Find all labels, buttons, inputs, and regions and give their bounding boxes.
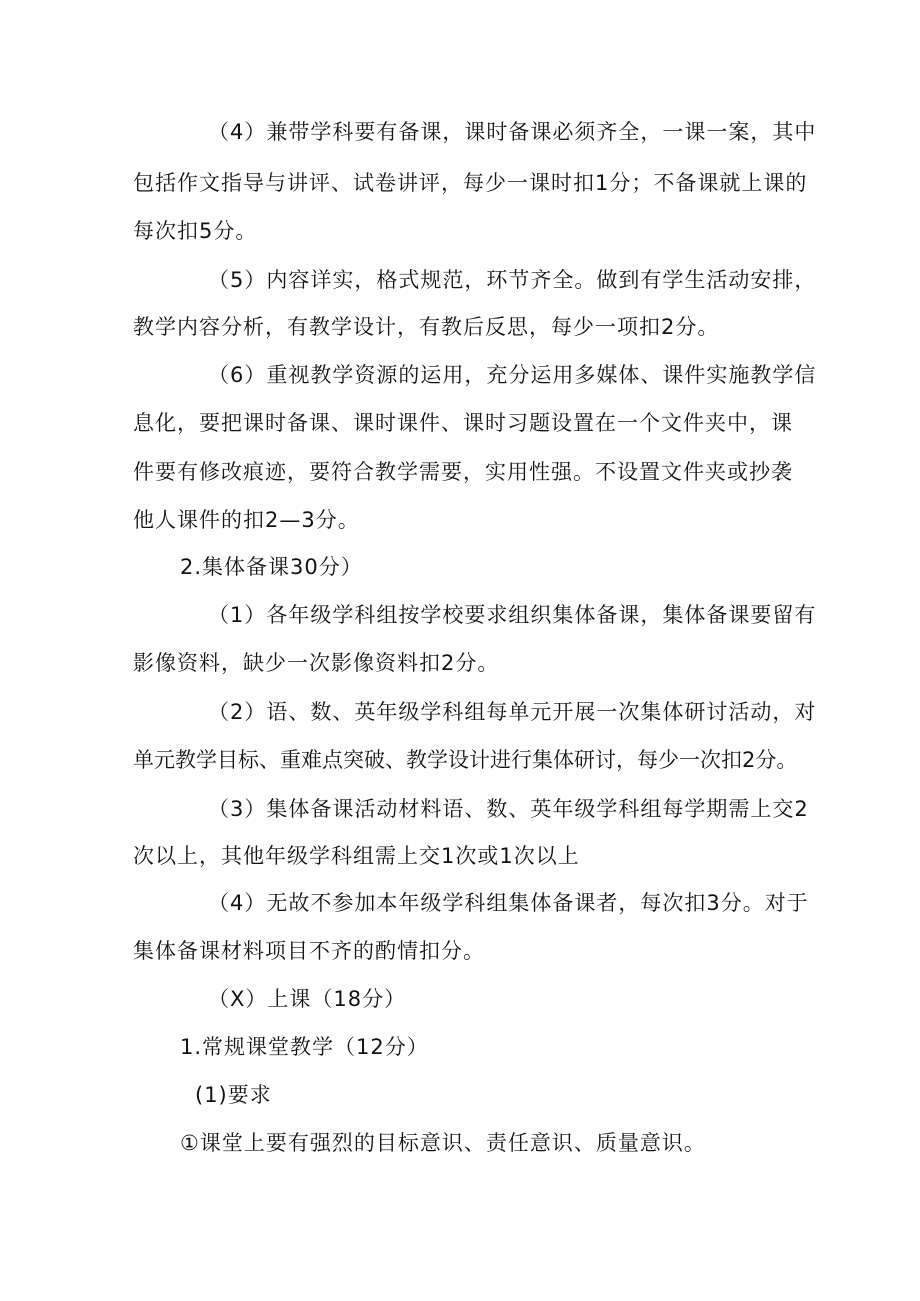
text-line-3: 每次扣5分。 [133,219,258,243]
text-line-9: 他人课件的扣2—3分。 [133,508,360,532]
text-line-8: 件要有修改痕迹，要符合教学需要，实用性强。不设置文件夹或抄袭 [133,460,793,484]
text-line-14: 单元教学目标、重难点突破、教学设计进行集体研讨，每少一次扣2分。 [133,748,798,772]
text-line-16: 次以上，其他年级学科组需上交1次或1次以上 [133,844,580,868]
text-line-17: （4）无故不参加本年级学科组集体备课者，每次扣3分。对于 [208,891,809,915]
text-line-21: (1)要求 [195,1083,272,1107]
text-line-22: ①课堂上要有强烈的目标意识、责任意识、质量意识。 [180,1131,706,1155]
text-line-1: （4）兼带学科要有备课，课时备课必须齐全，一课一案，其中 [208,120,817,144]
text-line-19: （X）上课（18分） [208,987,407,1011]
text-line-2: 包括作文指导与讲评、试卷讲评，每少一课时扣1分；不备课就上课的 [133,171,808,195]
text-line-4: （5）内容详实，格式规范，环节齐全。做到有学生活动安排， [208,268,817,292]
text-line-13: （2）语、数、英年级学科组每单元开展一次集体研讨活动，对 [208,700,817,724]
text-line-18: 集体备课材料项目不齐的酌情扣分。 [133,939,485,963]
text-line-6: （6）重视教学资源的运用，充分运用多媒体、课件实施教学信 [208,363,817,387]
text-line-15: （3）集体备课活动材料语、数、英年级学科组每学期需上交2 [208,797,809,821]
text-line-20: 1.常规课堂教学（12分） [180,1035,429,1059]
text-line-11: （1）各年级学科组按学校要求组织集体备课，集体备课要留有 [208,603,817,627]
text-line-10: 2.集体备课30分） [180,555,363,579]
text-line-7: 息化，要把课时备课、课时课件、课时习题设置在一个文件夹中，课 [133,411,793,435]
text-line-5: 教学内容分析，有教学设计，有教后反思，每少一项扣2分。 [133,315,720,339]
text-line-12: 影像资料，缺少一次影像资料扣2分。 [133,651,500,675]
